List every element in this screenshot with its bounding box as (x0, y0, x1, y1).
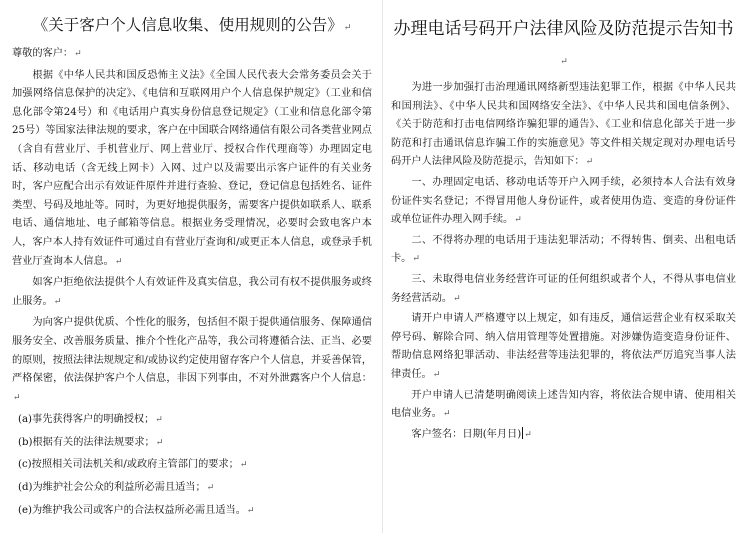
risk-item-2: 二、不得将办理的电话用于违法犯罪活动；不得转售、倒卖、出租电话卡。↵ (391, 234, 736, 265)
risk-notice-page (382, 0, 750, 533)
privacy-paragraph-3: 为向客户提供优质、个性化的服务，包括但不限于提供通信服务、保障通信服务安全、改善服务质量、推介个性化产品等，我公司将遵循合法、正当、必要的原则，按照法律法规规定和/或协议约定使用留存客户个人信息，并妥善保管，严格保密，依法保护客户个人信息，非因下列事由，不对外泄露客户个人信息：↵ (12, 317, 372, 403)
risk-notice-title: 办理电话号码开户法律风险及防范提示告知书↵ (393, 19, 734, 67)
privacy-paragraph-2: 如客户拒绝依法提供个人有效证件及真实信息，我公司有权不提供服务或终止服务。↵ (12, 277, 372, 307)
risk-item-1: 一、办理固定电话、移动电话等开户入网手续，必须持本人合法有效身份证件实名登记；不得冒用他人身份证件，或者使用伪造、变造的身份证件或单位证件办理入网手续。↵ (391, 176, 736, 226)
disclosure-exception-b: (b)根据有关的法律法规要求；↵ (18, 436, 164, 448)
disclosure-exception-c: (c)按照相关司法机关和/或政府主管部门的要求；↵ (18, 459, 248, 471)
risk-acknowledgement-paragraph: 开户申请人已清楚明确阅读上述告知内容，将依法合规申请、使用相关电信业务。↵ (391, 389, 736, 420)
disclosure-exception-a: (a)事先获得客户的明确授权；↵ (18, 414, 163, 426)
privacy-paragraph-1: 根据《中华人民共和国反恐怖主义法》《全国人民代表大会常务委员会关于加强网络信息保护的决定》、《电信和互联网用户个人信息保护规定》（工业和信息化部令第24号）和《电话用户真实身份信息登记规定》（工业和信息化部令第25号）等国家法律法规的要求，客户在中国联合网络通信有限公司各类营业网点（含自有营业厅、手机营业厅、网上营业厅、授权合作代理商等）办理固定电话、移动电话（含无线上网卡）入网、过户以及需要出示客户证件的有关业务时，客户应配合出示有效证件原件并进行查验、登记，登记信息包括姓名、证件类型、号码及地址等。同时，为更好地提供服务，需要客户提供如联系人、联系电话、通信地址、电子邮箱等信息。根据业务受理情况，必要时会致电客户本人，客户本人持有效证件可通过自有营业厅查询和/或更正本人信息，或登录手机营业厅查询本人信息。↵ (12, 69, 372, 267)
risk-intro-paragraph: 为进一步加强打击治理通讯网络新型违法犯罪工作，根据《中华人民共和国刑法》、《中华人民共和国网络安全法》、《中华人民共和国电信条例》、《关于防范和打击电信网络诈骗犯罪的通告》、《工业和信息化部关于进一步防范和打击通讯信息诈骗工作的实施意见》等文件相关规定现对办理电话号码开户人法律风险及防范提示，告知如下：↵ (391, 82, 736, 168)
privacy-notice-title: 《关于客户个人信息收集、使用规则的公告》↵ (32, 16, 352, 34)
disclosure-exception-d: (d)为维护社会公众的利益所必需且适当；↵ (18, 482, 215, 494)
risk-warning-paragraph: 请开户申请人严格遵守以上规定，如有违反，通信运营企业有权采取关停号码、解除合同、纳入信用管理等处置措施。对涉嫌伪造变造身份证件、帮助信息网络犯罪活动、非法经营等违法犯罪的，将依法严厉追究当事人法律责任。↵ (391, 313, 736, 380)
salutation: 尊敬的客户：↵ (12, 48, 82, 59)
signature-line[interactable]: 客户签名：日期(年月日) ↵ (411, 428, 532, 440)
risk-item-3: 三、未取得电信业务经营许可证的任何组织或者个人，不得从事电信业务经营活动。↵ (391, 273, 736, 304)
disclosure-exception-e: (e)为维护我公司或客户的合法权益所必需且适当。↵ (18, 504, 255, 516)
